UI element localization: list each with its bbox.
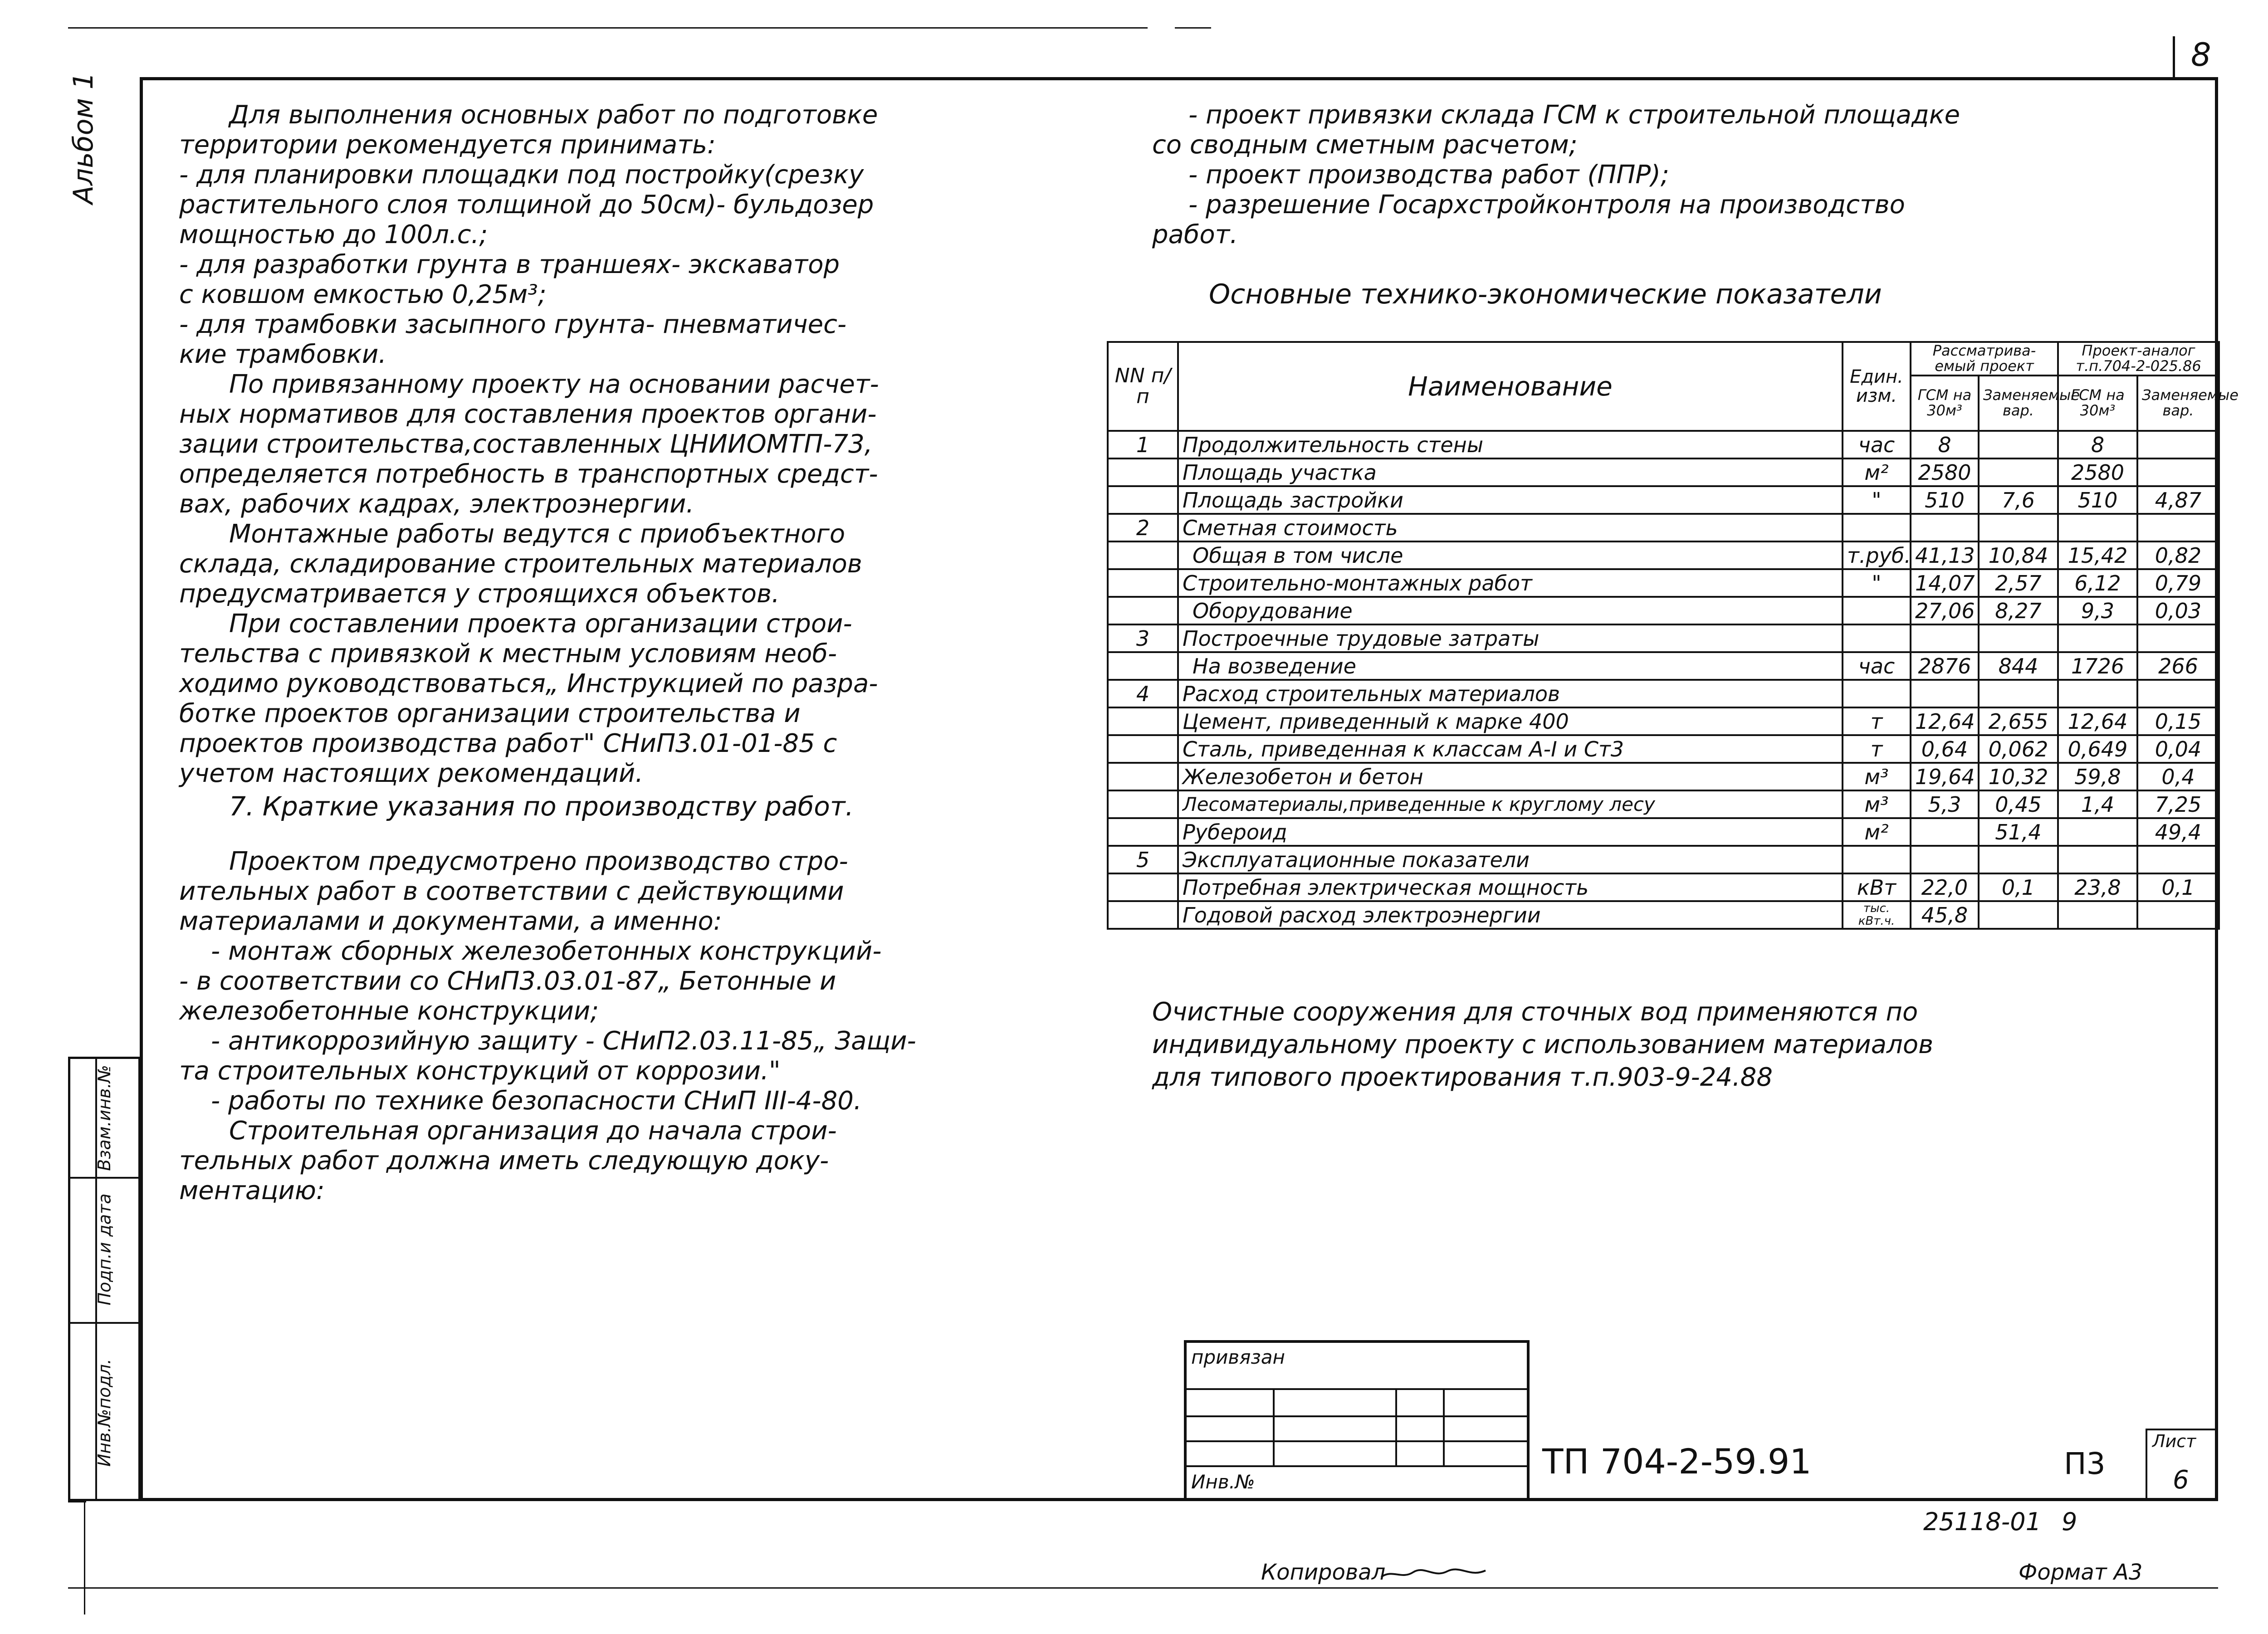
table-row <box>1108 486 2219 514</box>
table-cell <box>1108 735 1178 763</box>
strip-cell <box>70 1177 138 1322</box>
sheet-value: 6 <box>2173 1465 2189 1495</box>
text-line: - проект производства работ (ППР); <box>1188 160 1669 190</box>
section-heading: 7. Краткие указания по производству работ. <box>229 791 854 822</box>
table-cell <box>1108 818 1178 846</box>
table-cell: 5 <box>1108 846 1178 873</box>
table-cell: м² <box>1843 818 1911 846</box>
table-cell <box>2058 846 2137 873</box>
table-cell <box>1843 514 1911 541</box>
table-cell: 510 <box>1911 486 1979 514</box>
sheet-label: Лист <box>2152 1431 2196 1451</box>
table-cell <box>1979 514 2058 541</box>
table-row <box>1108 597 2219 624</box>
approval-stamp <box>1184 1340 1530 1501</box>
table-cell: Цемент, приведенный к марке 400 <box>1178 707 1843 735</box>
table-cell <box>1843 846 1911 873</box>
table-cell: 6,12 <box>2058 569 2137 597</box>
col-header-unit: Един. изм. <box>1843 342 1911 431</box>
table-cell <box>1108 569 1178 597</box>
table-cell <box>1843 597 1911 624</box>
copied-label: Копировал <box>1261 1560 1386 1585</box>
table-cell <box>2058 624 2137 652</box>
table-cell: 10,84 <box>1979 541 2058 569</box>
text-line: ментацию: <box>179 1176 325 1205</box>
text-line: - для планировки площадки под постройку(срезку <box>179 160 864 190</box>
stamp-rule <box>1395 1388 1397 1465</box>
sheet-number: 8 <box>2191 36 2211 73</box>
text-line: учетом настоящих рекомендаций. <box>179 759 644 788</box>
table-cell: 59,8 <box>2058 763 2137 790</box>
table-cell: 10,32 <box>1979 763 2058 790</box>
text-line: - антикоррозийную защиту - СНиП2.03.11-85„ Защи- <box>211 1026 916 1056</box>
table-cell: 8,27 <box>1979 597 2058 624</box>
text-line: - для трамбовки засыпного грунта- пневматичес- <box>179 310 847 339</box>
stamp-rule <box>1187 1415 1527 1417</box>
col-header-gsm2: ГСМ на 30м³ <box>2058 376 2137 431</box>
col-header-num: NN п/п <box>1108 342 1178 431</box>
table-cell: 0,03 <box>2137 597 2219 624</box>
table-cell: Эксплуатационные показатели <box>1178 846 1843 873</box>
title-block-rule <box>2146 1429 2147 1501</box>
table-row <box>1108 514 2219 541</box>
table-cell <box>1911 624 1979 652</box>
table-cell <box>1979 680 2058 707</box>
table-cell: 0,062 <box>1979 735 2058 763</box>
table-cell: 2,57 <box>1979 569 2058 597</box>
stamp-rule <box>1443 1388 1445 1465</box>
table-row <box>1108 652 2219 680</box>
table-cell <box>2137 846 2219 873</box>
left-text-block <box>179 101 879 789</box>
table-cell: 2876 <box>1911 652 1979 680</box>
table-row <box>1108 569 2219 597</box>
table-cell <box>1108 652 1178 680</box>
table-cell <box>1108 707 1178 735</box>
text-line: ных нормативов для составления проектов органи- <box>179 400 877 429</box>
text-line: - проект привязки склада ГСМ к строительной площадке <box>1188 100 1960 130</box>
table-cell: 0,04 <box>2137 735 2219 763</box>
table-cell: 1 <box>1108 431 1178 458</box>
bottom-margin-line <box>84 1501 85 1614</box>
table-cell: 4,87 <box>2137 486 2219 514</box>
table-row <box>1108 735 2219 763</box>
text-line: тельных работ должна иметь следующую доку- <box>179 1146 829 1176</box>
text-line: материалами и документами, а именно: <box>179 907 722 936</box>
table-row <box>1108 624 2219 652</box>
table-cell: 2 <box>1108 514 1178 541</box>
text-line: - монтаж сборных железобетонных конструкций- <box>211 937 882 966</box>
stamp-rule <box>1273 1388 1275 1465</box>
table-cell <box>2137 680 2219 707</box>
table-cell: 2580 <box>2058 458 2137 486</box>
text-line: та строительных конструкций от коррозии." <box>179 1056 781 1086</box>
table-cell <box>1108 486 1178 514</box>
table-cell: На возведение <box>1178 652 1843 680</box>
table-cell: 23,8 <box>2058 873 2137 901</box>
table-cell: 7,25 <box>2137 790 2219 818</box>
text-line: - в соответствии со СНиП3.03.01-87„ Бетонные и <box>179 966 836 996</box>
table-row <box>1108 541 2219 569</box>
text-line: территории рекомендуется принимать: <box>179 130 716 160</box>
table-cell: Продолжительность стены <box>1178 431 1843 458</box>
table-row <box>1108 901 2219 929</box>
replace-inv-label: Взам.инв.№ <box>94 1065 115 1171</box>
table-cell: 27,06 <box>1911 597 1979 624</box>
table-cell <box>2137 431 2219 458</box>
table-cell: 51,4 <box>1979 818 2058 846</box>
table-cell <box>1108 763 1178 790</box>
table-cell: 14,07 <box>1911 569 1979 597</box>
table-cell <box>1108 597 1178 624</box>
table-cell: 844 <box>1979 652 2058 680</box>
text-line: склада, складирование строительных материалов <box>179 549 862 579</box>
table-cell <box>1108 458 1178 486</box>
sign-date-label: Подп.и дата <box>94 1193 114 1306</box>
text-line: При составлении проекта организации строи- <box>229 609 852 639</box>
table-cell: м² <box>1843 458 1911 486</box>
inv-sub-label: Инв.№подл. <box>94 1358 115 1467</box>
table-cell: 0,1 <box>2137 873 2219 901</box>
text-line: По привязанному проекту на основании расчет- <box>229 370 879 399</box>
left-text-block-2 <box>179 847 916 1206</box>
table-cell: Площадь участка <box>1178 458 1843 486</box>
table-cell: 266 <box>2137 652 2219 680</box>
table-cell: м³ <box>1843 763 1911 790</box>
order-number: 25118-01 <box>1923 1507 2041 1536</box>
col-header-repl1: Заменяемые вар. <box>1979 376 2058 431</box>
table-row <box>1108 431 2219 458</box>
text-line: - разрешение Госархстройконтроля на производство <box>1188 190 1905 219</box>
table-cell <box>1843 624 1911 652</box>
table-row <box>1108 873 2219 901</box>
table-cell: Площадь застройки <box>1178 486 1843 514</box>
table-row <box>1108 846 2219 873</box>
text-line: Монтажные работы ведутся с приобъектного <box>229 519 846 549</box>
col-header-group2: Проект-аналог т.п.704-2-025.86 <box>2058 342 2219 376</box>
table-cell: 1,4 <box>2058 790 2137 818</box>
text-line: ботке проектов организации строительства и <box>179 699 801 728</box>
table-cell: Лесоматериалы,приведенные к круглому лесу <box>1178 790 1843 818</box>
table-cell <box>2137 514 2219 541</box>
table-cell: кВт <box>1843 873 1911 901</box>
table-cell: час <box>1843 652 1911 680</box>
table-cell: 1726 <box>2058 652 2137 680</box>
col-header-repl2: Заменяемые вар. <box>2137 376 2219 431</box>
bottom-rule <box>68 1587 2218 1589</box>
bottom-rule <box>68 1501 86 1502</box>
text-line: работ. <box>1152 220 1238 249</box>
table-cell: Строительно-монтажных работ <box>1178 569 1843 597</box>
table-cell: 0,1 <box>1979 873 2058 901</box>
stamp-rule <box>1187 1465 1527 1467</box>
binding-strip <box>68 1057 141 1501</box>
text-line: тельства с привязкой к местным условиям необ- <box>179 639 837 668</box>
table-cell <box>1911 680 1979 707</box>
table-cell: 0,64 <box>1911 735 1979 763</box>
table-cell: Рубероид <box>1178 818 1843 846</box>
table-cell <box>1911 514 1979 541</box>
text-line: Проектом предусмотрено производство стро- <box>229 847 848 876</box>
table-cell <box>1979 431 2058 458</box>
table-cell: Сталь, приведенная к классам А-I и Ст3 <box>1178 735 1843 763</box>
table-cell: 49,4 <box>2137 818 2219 846</box>
table-cell: Построечные трудовые затраты <box>1178 624 1843 652</box>
table-cell: 3 <box>1108 624 1178 652</box>
text-line: проектов производства работ" СНиП3.01-01-85 с <box>179 729 837 758</box>
album-label: Альбом 1 <box>68 72 99 204</box>
table-cell <box>1979 458 2058 486</box>
table-cell <box>2137 458 2219 486</box>
table-cell: 4 <box>1108 680 1178 707</box>
right-text-block <box>1152 101 1960 250</box>
table-cell <box>2137 901 2219 929</box>
table-cell: т <box>1843 707 1911 735</box>
text-line: определяется потребность в транспортных средст- <box>179 459 878 489</box>
table-cell: 2,655 <box>1979 707 2058 735</box>
text-line: ходимо руководствоваться„ Инструкцией по разра- <box>179 669 878 698</box>
table-cell: Сметная стоимость <box>1178 514 1843 541</box>
table-cell <box>1911 846 1979 873</box>
table-cell: 2580 <box>1911 458 1979 486</box>
stamp-bound-label: привязан <box>1191 1346 1285 1368</box>
table-row <box>1108 763 2219 790</box>
table-row <box>1108 818 2219 846</box>
table-cell <box>2058 901 2137 929</box>
format-label: Формат А3 <box>2019 1560 2143 1585</box>
table-cell <box>1911 818 1979 846</box>
table-row <box>1108 790 2219 818</box>
table-cell: 0,649 <box>2058 735 2137 763</box>
table-cell: Потребная электрическая мощность <box>1178 873 1843 901</box>
table-cell: " <box>1843 569 1911 597</box>
table-cell: 0,15 <box>2137 707 2219 735</box>
tep-table <box>1107 341 2239 930</box>
text-line: со сводным сметным расчетом; <box>1152 130 1578 160</box>
table-cell: 8 <box>1911 431 1979 458</box>
text-line: растительного слоя толщиной до 50см)- бульдозер <box>179 190 874 219</box>
col-header-name: Наименование <box>1178 342 1843 431</box>
text-line: Строительная организация до начала строи- <box>229 1116 837 1146</box>
top-rule-left <box>68 27 1148 29</box>
strip-cell <box>70 1322 138 1503</box>
table-cell: 41,13 <box>1911 541 1979 569</box>
table-cell <box>2058 514 2137 541</box>
table-row <box>1108 707 2219 735</box>
tep-title: Основные технико-экономические показатели <box>1209 278 1882 310</box>
table-row <box>1108 458 2219 486</box>
table-cell <box>1979 901 2058 929</box>
stamp-rule <box>1187 1388 1527 1390</box>
stamp-rule <box>1187 1440 1527 1442</box>
sheet-number-divider <box>2173 36 2175 77</box>
table-cell: 12,64 <box>1911 707 1979 735</box>
table-cell: 19,64 <box>1911 763 1979 790</box>
table-cell <box>1979 846 2058 873</box>
text-line: кие трамбовки. <box>179 340 387 369</box>
text-line: зации строительства,составленных ЦНИИОМТП-73, <box>179 429 873 459</box>
text-line: мощностью до 100л.с.; <box>179 220 488 249</box>
col-header-group1: Рассматрива- емый проект <box>1911 342 2058 376</box>
title-block-rule <box>2146 1429 2218 1430</box>
table-cell: час <box>1843 431 1911 458</box>
document-part: П3 <box>2064 1446 2106 1481</box>
text-line: ительных работ в соответствии с действующими <box>179 877 844 906</box>
note-text-block <box>1152 998 1933 1096</box>
table-row <box>1108 680 2219 707</box>
table-cell: 0,4 <box>2137 763 2219 790</box>
table-cell: Железобетон и бетон <box>1178 763 1843 790</box>
table-cell: 0,45 <box>1979 790 2058 818</box>
table-cell: т.руб. <box>1843 541 1911 569</box>
table-cell: Годовой расход электроэнергии <box>1178 901 1843 929</box>
table-cell: 12,64 <box>2058 707 2137 735</box>
text-line: предусматривается у строящихся объектов. <box>179 579 780 609</box>
table-cell: 7,6 <box>1979 486 2058 514</box>
strip-cell <box>70 1059 138 1177</box>
table-cell: 22,0 <box>1911 873 1979 901</box>
table-cell: 15,42 <box>2058 541 2137 569</box>
table-cell <box>1108 901 1178 929</box>
top-rule-short <box>1175 27 1211 29</box>
table-cell: 510 <box>2058 486 2137 514</box>
table-cell <box>1108 790 1178 818</box>
table-cell: 45,8 <box>1911 901 1979 929</box>
table-cell: 5,3 <box>1911 790 1979 818</box>
order-suffix: 9 <box>2062 1507 2077 1536</box>
table-cell <box>2137 624 2219 652</box>
text-line: - работы по технике безопасности СНиП III-4-80. <box>211 1086 862 1116</box>
text-line: - для разработки грунта в траншеях- экскаватор <box>179 250 840 279</box>
col-header-gsm1: ГСМ на 30м³ <box>1911 376 1979 431</box>
table-cell: м³ <box>1843 790 1911 818</box>
table-cell: т <box>1843 735 1911 763</box>
text-line: с ковшом емкостью 0,25м³; <box>179 280 547 309</box>
table-cell: " <box>1843 486 1911 514</box>
text-line: Очистные сооружения для сточных вод применяются по <box>1152 997 1918 1027</box>
copyist-signature <box>1379 1567 1488 1580</box>
document-code: ТП 704-2-59.91 <box>1542 1441 1812 1482</box>
text-line: вах, рабочих кадрах, электроэнергии. <box>179 489 694 519</box>
table-cell: Расход строительных материалов <box>1178 680 1843 707</box>
text-line: железобетонные конструкции; <box>179 996 599 1026</box>
table-cell: тыс. кВт.ч. <box>1843 901 1911 929</box>
table-cell: 9,3 <box>2058 597 2137 624</box>
text-line: для типового проектирования т.п.903-9-24.88 <box>1152 1063 1773 1092</box>
table-cell: 0,79 <box>2137 569 2219 597</box>
table-cell <box>1108 873 1178 901</box>
table-cell: Оборудование <box>1178 597 1843 624</box>
text-line: индивидуальному проекту с использованием материалов <box>1152 1030 1934 1059</box>
table-cell: 8 <box>2058 431 2137 458</box>
table-cell <box>1843 680 1911 707</box>
table-cell <box>1979 624 2058 652</box>
text-line: Для выполнения основных работ по подготовке <box>229 100 878 130</box>
stamp-inv-label: Инв.№ <box>1191 1471 1255 1493</box>
table-cell <box>2058 680 2137 707</box>
table-cell: 0,82 <box>2137 541 2219 569</box>
table-cell <box>2058 818 2137 846</box>
table-cell: Общая в том числе <box>1178 541 1843 569</box>
table-cell <box>1108 541 1178 569</box>
